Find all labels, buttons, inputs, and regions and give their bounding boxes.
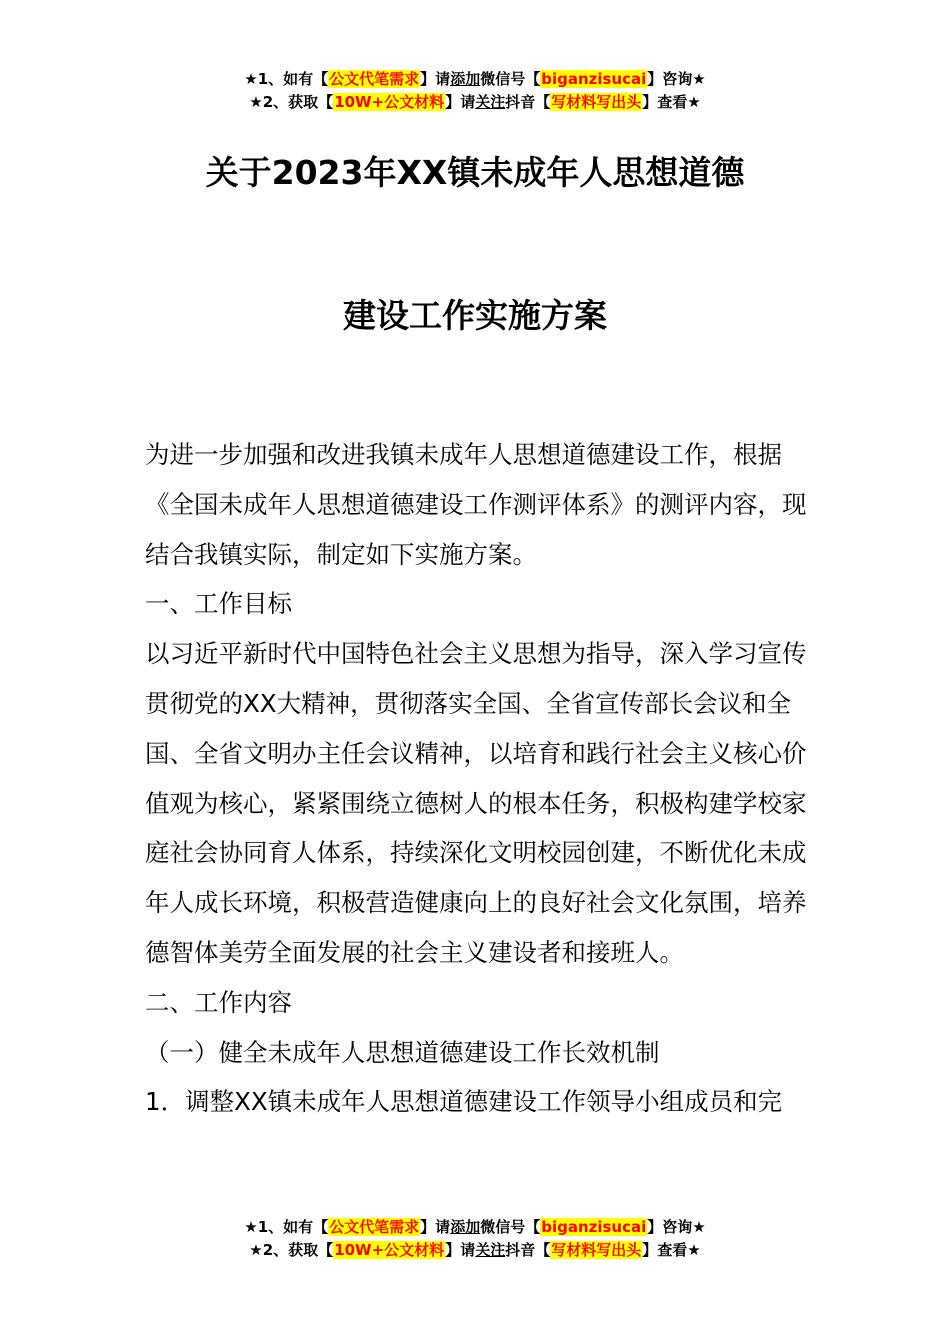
banner-text: 微信号【 [480,1218,541,1236]
banner-highlight: biganzisucai [541,70,647,88]
banner-line-1 [0,68,950,91]
banner-text: 】查看★ [642,1241,701,1259]
banner-text: 】咨询★ [647,1218,706,1236]
banner-text: 】请 [445,1241,476,1259]
section-heading: 一、工作目标 [145,589,292,619]
banner-underline: 关注 [475,1241,506,1259]
banner-text: 】请 [420,1218,451,1236]
banner-text: 】咨询★ [647,70,706,88]
banner-highlight: biganzisucai [541,1218,647,1236]
subsection-heading: （一）健全未成年人思想道德建设工作长效机制 [145,1037,660,1067]
banner-text: 】查看★ [642,93,701,111]
banner-text: 】请 [420,70,451,88]
banner-highlight: 10W+公文材料 [334,1241,445,1259]
banner-line-2 [0,91,950,114]
banner-line-1 [0,1216,950,1239]
banner-text: ★2、获取【 [249,93,334,111]
banner-text: 微信号【 [480,70,541,88]
banner-highlight: 10W+公文材料 [334,93,445,111]
banner-highlight: 公文代笔需求 [329,70,420,88]
document-title-line-1: 关于2023年XX镇未成年人思想道德 [205,153,745,192]
banner-underline: 添加 [450,1218,481,1236]
banner-text: 抖音【 [505,1241,551,1259]
banner-highlight: 公文代笔需求 [329,1218,420,1236]
header-banner [0,68,950,114]
intro-paragraph: 为进一步加强和改进我镇未成年人思想道德建设工作，根据《全国未成年人思想道德建设工作测评体系》的测评内容，现结合我镇实际，制定如下实施方案。 [145,440,807,569]
banner-text: ★1、如有【 [244,1218,329,1236]
banner-text: ★1、如有【 [244,70,329,88]
section-heading: 二、工作内容 [145,987,292,1017]
banner-underline: 添加 [450,70,481,88]
banner-text: 抖音【 [505,93,551,111]
banner-text: ★2、获取【 [249,1241,334,1259]
section-paragraph: 以习近平新时代中国特色社会主义思想为指导，深入学习宣传贯彻党的XX大精神，贯彻落实全国、全省宣传部长会议和全国、全省文明办主任会议精神，以培育和践行社会主义核心价值观为核心，紧紧围绕立德树人的根本任务，积极构建学校家庭社会协同育人体系，持续深化文明校园创建，不断优化未成年人成长环境，积极营造健康向上的良好社会文化氛围，培养德智体美劳全面发展的社会主义建设者和接班人。 [145,639,807,967]
banner-highlight: 写材料写出头 [551,1241,642,1259]
banner-underline: 关注 [475,93,506,111]
banner-highlight: 写材料写出头 [551,93,642,111]
banner-text: 】请 [445,93,476,111]
document-title-line-2: 建设工作实施方案 [343,296,607,335]
list-item: 1．调整XX镇未成年人思想道德建设工作领导小组成员和完 [145,1087,783,1117]
document-body [145,430,810,1127]
banner-line-2 [0,1239,950,1262]
footer-banner [0,1216,950,1262]
